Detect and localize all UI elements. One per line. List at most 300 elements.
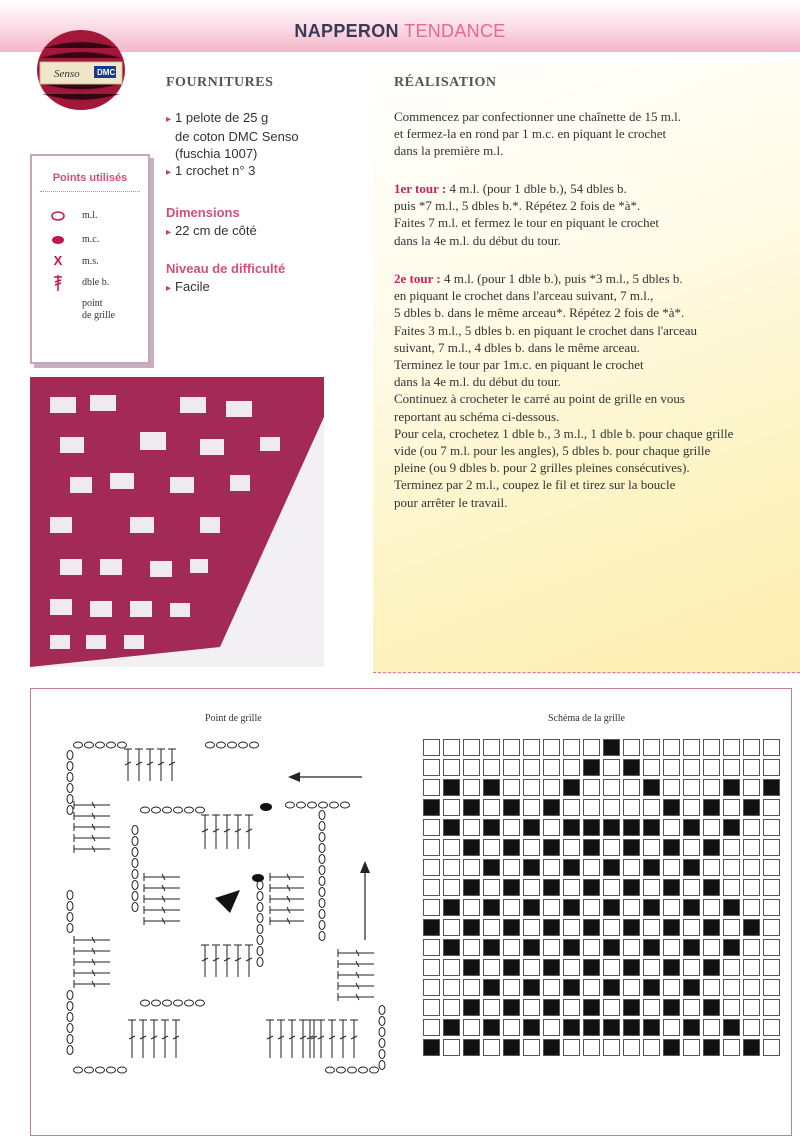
- chain-stitch: [85, 1067, 94, 1073]
- chain-stitch: [74, 1067, 83, 1073]
- grid-cell: [443, 899, 460, 916]
- grid-cell: [623, 1039, 640, 1056]
- grid-cell: [763, 959, 780, 976]
- grid-cell: [463, 759, 480, 776]
- chain-stitch: [67, 806, 73, 815]
- grid-cell: [483, 959, 500, 976]
- grid-cell: [723, 959, 740, 976]
- chain-stitch: [107, 1067, 116, 1073]
- chain-stitch: [96, 1067, 105, 1073]
- grid-cell: [623, 759, 640, 776]
- grid-cell: [543, 779, 560, 796]
- chain-stitch: [257, 892, 263, 901]
- grid-cell: [543, 999, 560, 1016]
- grid-cell: [443, 979, 460, 996]
- grid-cell: [603, 1039, 620, 1056]
- chain-stitch: [152, 1000, 161, 1006]
- grid-cell: [523, 919, 540, 936]
- grid-cell: [423, 879, 440, 896]
- grid-cell: [603, 879, 620, 896]
- grid-cell: [543, 859, 560, 876]
- chain-stitch: [319, 844, 325, 853]
- grid-cell: [463, 999, 480, 1016]
- chain-stitch: [319, 888, 325, 897]
- list-item: de coton DMC Senso: [175, 129, 299, 144]
- grid-cell: [583, 919, 600, 936]
- grid-cell: [523, 1039, 540, 1056]
- chain-stitch: [319, 921, 325, 930]
- grid-cell: [483, 1019, 500, 1036]
- chain-stitch: [359, 1067, 368, 1073]
- grid-cell: [443, 879, 460, 896]
- grid-cell: [723, 919, 740, 936]
- grid-cell: [523, 879, 540, 896]
- grid-cell: [683, 979, 700, 996]
- grid-cell: [623, 1019, 640, 1036]
- grid-cell: [723, 859, 740, 876]
- chain-stitch-oval-icon: [46, 208, 70, 226]
- grid-cell: [723, 799, 740, 816]
- grid-cell: [643, 959, 660, 976]
- grid-cell: [483, 979, 500, 996]
- chain-stitch: [217, 742, 226, 748]
- grid-cell: [463, 839, 480, 856]
- grid-cell: [483, 939, 500, 956]
- grid-cell: [623, 799, 640, 816]
- chain-stitch: [132, 881, 138, 890]
- grid-cell: [723, 839, 740, 856]
- grid-cell: [563, 739, 580, 756]
- grid-cell: [743, 779, 760, 796]
- grid-cell: [763, 759, 780, 776]
- grid-cell: [643, 879, 660, 896]
- grid-cell: [523, 979, 540, 996]
- chain-stitch: [286, 802, 295, 808]
- grid-cell: [723, 1019, 740, 1036]
- grid-cell: [763, 899, 780, 916]
- grid-cell: [563, 879, 580, 896]
- chain-stitch: [330, 802, 339, 808]
- grid-cell: [443, 799, 460, 816]
- legend-label: m.c.: [82, 234, 100, 245]
- grid-cell: [503, 759, 520, 776]
- grid-cell: [663, 959, 680, 976]
- chain-stitch: [132, 892, 138, 901]
- chain-stitch: [67, 991, 73, 1000]
- points-legend-box: [30, 154, 150, 364]
- grid-cell: [743, 879, 760, 896]
- grid-cell: [443, 959, 460, 976]
- grid-cell: [563, 859, 580, 876]
- grid-cell: [743, 1019, 760, 1036]
- dimensions-value: ▸ 22 cm de côté: [166, 223, 257, 238]
- grid-cell: [563, 799, 580, 816]
- chain-stitch: [132, 903, 138, 912]
- grid-cell: [603, 979, 620, 996]
- chain-stitch: [228, 742, 237, 748]
- grid-cell: [703, 759, 720, 776]
- grid-cell: [503, 819, 520, 836]
- grid-cell: [583, 999, 600, 1016]
- grid-cell: [503, 859, 520, 876]
- grid-cell: [543, 839, 560, 856]
- grid-cell: [683, 959, 700, 976]
- grid-cell: [643, 759, 660, 776]
- grid-cell: [443, 1039, 460, 1056]
- grid-cell: [603, 1019, 620, 1036]
- grid-cell: [663, 919, 680, 936]
- grid-cell: [623, 999, 640, 1016]
- grid-cell: [503, 979, 520, 996]
- grid-cell: [703, 1039, 720, 1056]
- grid-cell: [743, 919, 760, 936]
- chain-stitch: [185, 1000, 194, 1006]
- grid-cell: [663, 799, 680, 816]
- grid-cell: [643, 899, 660, 916]
- grid-cell: [763, 879, 780, 896]
- slip-stitch-dot-icon: [260, 803, 272, 811]
- grid-cell: [683, 999, 700, 1016]
- grid-cell: [603, 859, 620, 876]
- chain-stitch: [379, 1061, 385, 1070]
- grid-cell: [503, 739, 520, 756]
- grid-cell: [603, 959, 620, 976]
- grid-cell: [563, 839, 580, 856]
- chain-stitch: [206, 742, 215, 748]
- chain-stitch: [196, 807, 205, 813]
- grid-cell: [623, 979, 640, 996]
- grid-cell: [603, 779, 620, 796]
- grid-cell: [643, 919, 660, 936]
- yarn-ball-image: [34, 28, 128, 112]
- grid-cell: [443, 779, 460, 796]
- chain-stitch: [319, 802, 328, 808]
- grid-cell: [703, 939, 720, 956]
- chain-stitch: [67, 1046, 73, 1055]
- grid-cell: [503, 779, 520, 796]
- grid-cell: [443, 939, 460, 956]
- grid-cell: [603, 839, 620, 856]
- chain-stitch: [370, 1067, 379, 1073]
- grid-cell: [423, 939, 440, 956]
- grid-cell: [463, 739, 480, 756]
- chain-stitch: [85, 742, 94, 748]
- chain-stitch: [257, 914, 263, 923]
- realisation-heading: RÉALISATION: [394, 75, 497, 90]
- grid-cell: [443, 859, 460, 876]
- legend-label: de grille: [82, 310, 116, 321]
- chain-stitch: [141, 1000, 150, 1006]
- grid-cell: [583, 799, 600, 816]
- grid-cell: [423, 1019, 440, 1036]
- legend-label: point: [82, 298, 103, 309]
- grid-cell: [423, 859, 440, 876]
- grid-cell: [743, 799, 760, 816]
- grid-cell: [563, 939, 580, 956]
- grid-cell: [663, 739, 680, 756]
- grid-cell: [483, 919, 500, 936]
- grid-cell: [683, 1039, 700, 1056]
- grid-cell: [683, 799, 700, 816]
- title-bold: NAPPERON: [294, 21, 399, 41]
- grid-cell: [563, 1019, 580, 1036]
- grid-cell: [683, 919, 700, 936]
- chain-stitch: [308, 802, 317, 808]
- divider: [40, 191, 140, 192]
- grid-cell: [703, 779, 720, 796]
- grid-cell: [443, 759, 460, 776]
- chain-stitch: [67, 1035, 73, 1044]
- grid-cell: [503, 1039, 520, 1056]
- grid-cell: [483, 879, 500, 896]
- chain-stitch: [319, 822, 325, 831]
- grid-cell: [623, 859, 640, 876]
- chain-stitch: [118, 742, 127, 748]
- grid-cell: [623, 839, 640, 856]
- grid-cell: [743, 999, 760, 1016]
- grid-cell: [563, 1039, 580, 1056]
- chain-stitch: [67, 762, 73, 771]
- grid-cell: [683, 739, 700, 756]
- grid-cell: [663, 759, 680, 776]
- grid-cell: [463, 899, 480, 916]
- grid-cell: [603, 939, 620, 956]
- fournitures-heading: FOURNITURES: [166, 75, 274, 90]
- grid-cell: [703, 819, 720, 836]
- grid-cell: [443, 739, 460, 756]
- grid-cell: [583, 739, 600, 756]
- chain-stitch: [67, 1013, 73, 1022]
- grid-cell: [643, 839, 660, 856]
- tour1-paragraph: 1er tour : 4 m.l. (pour 1 dble b.), 54 dbles b. puis *7 m.l., 5 dbles b.*. Répétez 2 fois de *à*. Faites 7 m.l. et fermez le tour en piquant le crochet dans la 4e m.l. du début du tour.: [394, 181, 659, 248]
- grid-cell: [503, 939, 520, 956]
- grid-cell: [743, 739, 760, 756]
- grid-cell: [723, 759, 740, 776]
- chain-stitch: [239, 742, 248, 748]
- grid-cell: [683, 939, 700, 956]
- grid-cell: [583, 899, 600, 916]
- grid-cell: [483, 819, 500, 836]
- grid-cell: [463, 779, 480, 796]
- grid-cell: [463, 1039, 480, 1056]
- chain-stitch: [319, 877, 325, 886]
- grid-cell: [663, 779, 680, 796]
- grid-cell: [583, 759, 600, 776]
- grid-cell: [743, 899, 760, 916]
- grid-cell: [623, 779, 640, 796]
- grid-cell: [443, 999, 460, 1016]
- points-title: Points utilisés: [52, 172, 128, 184]
- grid-cell: [583, 979, 600, 996]
- grid-cell: [483, 1039, 500, 1056]
- grid-cell: [683, 899, 700, 916]
- grid-cell: [523, 739, 540, 756]
- chain-stitch: [319, 932, 325, 941]
- grid-cell: [603, 919, 620, 936]
- grid-cell: [463, 939, 480, 956]
- grid-cell: [583, 819, 600, 836]
- grid-cell: [463, 799, 480, 816]
- grid-cell: [703, 979, 720, 996]
- grid-cell: [523, 839, 540, 856]
- grid-cell: [703, 899, 720, 916]
- grid-cell: [723, 979, 740, 996]
- grid-cell: [483, 739, 500, 756]
- grid-cell: [543, 739, 560, 756]
- grid-cell: [583, 1039, 600, 1056]
- grid-cell: [703, 879, 720, 896]
- grid-cell: [523, 859, 540, 876]
- chain-stitch: [319, 833, 325, 842]
- grid-cell: [523, 939, 540, 956]
- grid-cell: [523, 899, 540, 916]
- grid-cell: [763, 799, 780, 816]
- grid-cell: [703, 959, 720, 976]
- grid-cell: [623, 939, 640, 956]
- grid-cell: [563, 999, 580, 1016]
- grid-cell: [703, 999, 720, 1016]
- grid-cell: [683, 819, 700, 836]
- grid-cell: [683, 759, 700, 776]
- grid-cell: [643, 819, 660, 836]
- grid-cell: [643, 779, 660, 796]
- chain-stitch: [319, 899, 325, 908]
- grid-cell: [543, 919, 560, 936]
- grid-cell: [603, 819, 620, 836]
- chain-stitch: [326, 1067, 335, 1073]
- chain-stitch: [132, 848, 138, 857]
- grid-cell: [643, 999, 660, 1016]
- grid-cell: [763, 739, 780, 756]
- grid-cell: [563, 819, 580, 836]
- grid-cell: [543, 959, 560, 976]
- chain-stitch: [152, 807, 161, 813]
- grid-cell: [743, 979, 760, 996]
- grid-cell: [683, 839, 700, 856]
- grid-cell: [563, 779, 580, 796]
- grid-cell: [483, 839, 500, 856]
- grid-cell: [663, 859, 680, 876]
- grid-cell: [663, 999, 680, 1016]
- grid-cell: [523, 1019, 540, 1036]
- grid-cell: [423, 899, 440, 916]
- grid-cell: [623, 879, 640, 896]
- chain-stitch: [67, 891, 73, 900]
- arrow-head: [288, 772, 300, 782]
- grid-cell: [543, 939, 560, 956]
- grid-cell: [663, 979, 680, 996]
- grid-cell: [643, 979, 660, 996]
- grid-cell: [483, 999, 500, 1016]
- chain-stitch: [67, 924, 73, 933]
- grid-cell: [523, 959, 540, 976]
- chain-stitch: [379, 1017, 385, 1026]
- chain-stitch: [174, 807, 183, 813]
- grid-cell: [423, 739, 440, 756]
- grid-cell: [663, 819, 680, 836]
- grid-cell: [723, 879, 740, 896]
- chain-stitch: [132, 859, 138, 868]
- grid-cell: [743, 839, 760, 856]
- grid-cell: [643, 739, 660, 756]
- niveau-heading: Niveau de difficulté: [166, 261, 286, 276]
- legend-label: dble b.: [82, 277, 110, 288]
- chain-stitch: [379, 1050, 385, 1059]
- tour2-paragraph: 2e tour : 4 m.l. (pour 1 dble b.), puis *3 m.l., 5 dbles b. en piquant le crochet dans l'arceau suivant, 7 m.l., 5 dbles b. dans le même arceau*. Répétez 2 fois de *à*. Faites 3 m.l., 5 dbles b. en piquant le crochet dans l'arceau suivant, 7 m.l., 4 dbles b. dans le même arceau. Terminez le tour par 1m.c. en piquant le crochet dans la 4e m.l. du début du tour. Continuez à crocheter le carré au point de grille en vous reportant au schéma ci-dessous. Pour cela, crochetez 1 dble b., 3 m.l., 1 dble b. pour chaque grille vide (ou 7 m.l. pour les angles), 5 dbles b. pour chaque grille pleine (ou 9 dbles b. pour 2 grilles pleines consécutives). Terminez par 2 m.l., coupez le fil et tirez sur la boucle pour arrêter le travail.: [394, 271, 734, 510]
- doily-photo: [30, 377, 324, 667]
- chain-stitch: [250, 742, 259, 748]
- grid-cell: [723, 739, 740, 756]
- grid-cell: [503, 1019, 520, 1036]
- arrow-head: [360, 861, 370, 873]
- chain-stitch: [107, 742, 116, 748]
- chain-stitch: [67, 1002, 73, 1011]
- grid-cell: [423, 919, 440, 936]
- grid-cell: [563, 919, 580, 936]
- title-light: TENDANCE: [404, 21, 506, 41]
- grid-cell: [523, 819, 540, 836]
- grid-cell: [763, 919, 780, 936]
- grid-cell: [563, 979, 580, 996]
- grid-cell: [563, 959, 580, 976]
- slip-stitch-dot-icon: [46, 232, 70, 250]
- grid-cell: [723, 899, 740, 916]
- grid-cell: [463, 859, 480, 876]
- dimensions-heading: Dimensions: [166, 205, 240, 220]
- grid-cell: [423, 799, 440, 816]
- grid-cell: [543, 799, 560, 816]
- grid-cell: [523, 799, 540, 816]
- grid-cell: [543, 759, 560, 776]
- chain-stitch: [118, 1067, 127, 1073]
- chain-stitch: [319, 811, 325, 820]
- divider: [373, 672, 800, 673]
- point-de-grille-caption: Point de grille: [205, 713, 262, 724]
- grid-cell: [663, 1039, 680, 1056]
- grid-cell: [523, 999, 540, 1016]
- tour1-label: 1er tour :: [394, 181, 447, 196]
- grid-cell: [703, 739, 720, 756]
- grid-cell: [543, 1019, 560, 1036]
- grid-cell: [703, 1019, 720, 1036]
- grid-cell: [763, 819, 780, 836]
- grid-cell: [583, 839, 600, 856]
- grid-cell: [643, 859, 660, 876]
- grid-cell: [523, 759, 540, 776]
- grid-cell: [683, 879, 700, 896]
- grid-cell: [623, 819, 640, 836]
- grid-cell: [703, 919, 720, 936]
- grid-cell: [743, 859, 760, 876]
- grid-cell: [703, 839, 720, 856]
- grid-cell: [503, 919, 520, 936]
- chain-stitch: [67, 795, 73, 804]
- chain-stitch: [74, 742, 83, 748]
- chain-stitch: [319, 866, 325, 875]
- list-item: (fuschia 1007): [175, 146, 258, 161]
- grid-cell: [583, 959, 600, 976]
- chain-stitch: [163, 1000, 172, 1006]
- slip-stitch-dot-icon: [252, 874, 264, 882]
- grid-cell: [503, 899, 520, 916]
- grid-cell: [723, 819, 740, 836]
- grid-cell: [583, 1019, 600, 1036]
- chain-stitch: [67, 784, 73, 793]
- grid-cell: [663, 1019, 680, 1036]
- grid-cell: [563, 759, 580, 776]
- chain-stitch: [348, 1067, 357, 1073]
- grid-cell: [503, 999, 520, 1016]
